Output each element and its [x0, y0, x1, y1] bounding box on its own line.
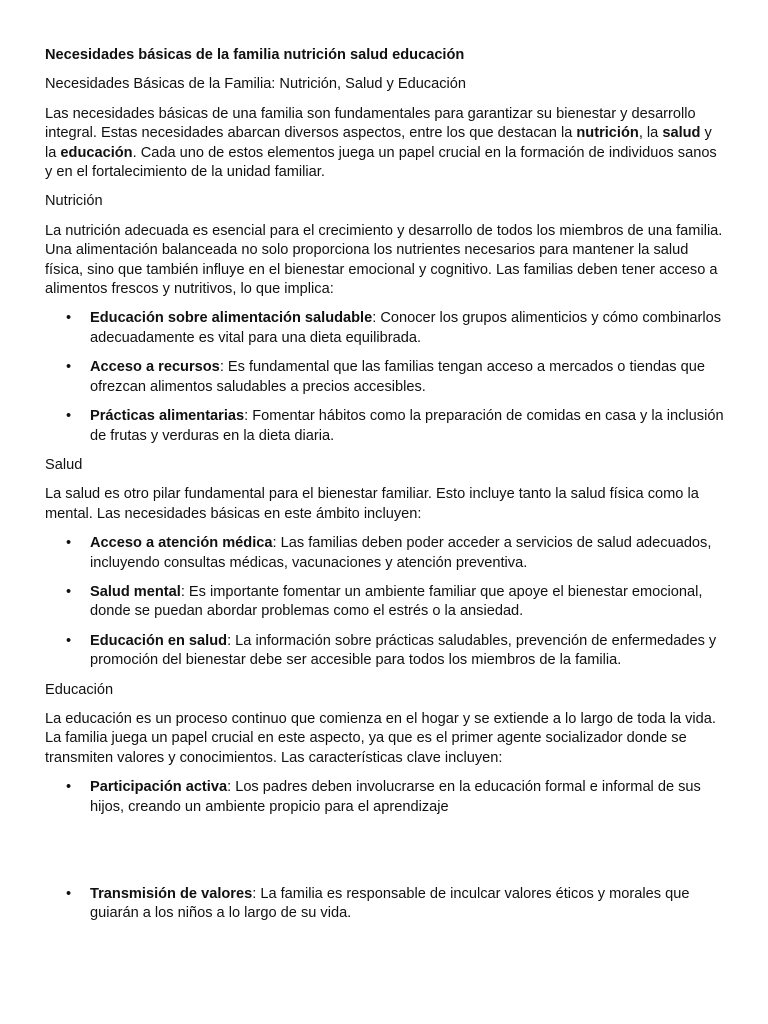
section-text-educacion: La educación es un proceso continuo que comienza en el hogar y se extiende a lo largo de toda la vida. La familia juega un papel crucial en este aspecto, ya que es el primer agente socializador donde se transmiten valores y conocimientos. Las características clave incluyen: [45, 710, 716, 766]
list-item [45, 407, 724, 446]
list-item [45, 309, 724, 348]
intro-text-3: y la [45, 125, 712, 161]
section-heading-educacion: Educación [45, 681, 114, 698]
section-heading-nutricion: Nutrición [45, 193, 103, 210]
intro-text-4: . Cada uno de estos elementos juega un papel crucial en la formación de individuos sanos y en el fortalecimiento de la unidad familiar. [45, 144, 717, 181]
list-item-term: Acceso a atención médica [90, 535, 273, 552]
list-educacion [45, 778, 724, 924]
list-item [45, 885, 724, 924]
list-item-term: Acceso a recursos [90, 359, 220, 376]
intro-term-educacion: educación [60, 144, 133, 161]
list-nutricion [45, 309, 724, 445]
list-item-term: Educación en salud [90, 632, 228, 649]
section-heading-salud: Salud [45, 456, 83, 473]
intro-text-2: , la [638, 125, 663, 142]
list-item-desc: : Las familias deben poder acceder a servicios de salud adecuados, incluyendo consultas médicas, vacunaciones y atención preventiva. [90, 535, 712, 571]
list-item-term: Educación sobre alimentación saludable [90, 310, 373, 327]
list-item-term: Participación activa [90, 779, 228, 796]
list-item-term: Salud mental [90, 583, 181, 600]
list-item-term: Transmisión de valores [90, 886, 253, 902]
document-subtitle: Necesidades Básicas de la Familia: Nutrición, Salud y Educación [45, 76, 466, 93]
list-item-desc: : La información sobre prácticas saludables, prevención de enfermedades y promoción del bienestar debe ser accesible para todos los miembros de la familia. [90, 632, 717, 669]
list-item-desc: : Conocer los grupos alimenticios y cómo combinarlos adecuadamente es vital para una dieta equilibrada. [90, 310, 722, 346]
list-item-term: Prácticas alimentarias [90, 408, 245, 425]
document-title: Necesidades básicas de la familia nutrición salud educación [45, 47, 465, 63]
list-item [45, 632, 724, 671]
section-text-salud: La salud es otro pilar fundamental para el bienestar familiar. Esto incluye tanto la salud física como la mental. Las necesidades básicas en este ámbito incluyen: [45, 486, 699, 522]
list-item-desc: : Es importante fomentar un ambiente familiar que apoye el bienestar emocional, donde se puedan abordar problemas como el estrés o la ansiedad. [90, 583, 703, 620]
list-item-desc: : Fomentar hábitos como la preparación de comidas en casa y la inclusión de frutas y verduras en la dieta diaria. [90, 408, 724, 444]
list-item-desc: : La familia es responsable de inculcar valores éticos y morales que guiarán a los niños a lo largo de su vida. [90, 886, 690, 922]
list-salud [45, 534, 724, 670]
list-item [45, 778, 724, 817]
list-item [45, 583, 724, 622]
section-text-nutricion: La nutrición adecuada es esencial para el crecimiento y desarrollo de todos los miembros de una familia. Una alimentación balanceada no solo proporciona los nutrientes necesarios para mantener la salud física, sino que también influye en el bienestar emocional y cognitivo. Las familias deben tener acceso a alimentos frescos y nutritivos, lo que implica: [45, 222, 723, 298]
list-item [45, 534, 724, 573]
intro-term-nutricion: nutrición [576, 125, 639, 142]
list-item-desc: : Los padres deben involucrarse en la educación formal e informal de sus hijos, creando un ambiente propicio para el aprendizaje [90, 779, 701, 815]
intro-text-1: Las necesidades básicas de una familia son fundamentales para garantizar su bienestar y desarrollo integral. Estas necesidades abarcan diversos aspectos, entre los que destacan la [45, 105, 696, 142]
list-item-desc: : Es fundamental que las familias tengan acceso a mercados o tiendas que ofrezcan alimentos saludables a precios accesibles. [90, 359, 705, 395]
list-item [45, 358, 724, 397]
intro-term-salud: salud [662, 125, 701, 142]
intro-paragraph [45, 105, 724, 183]
